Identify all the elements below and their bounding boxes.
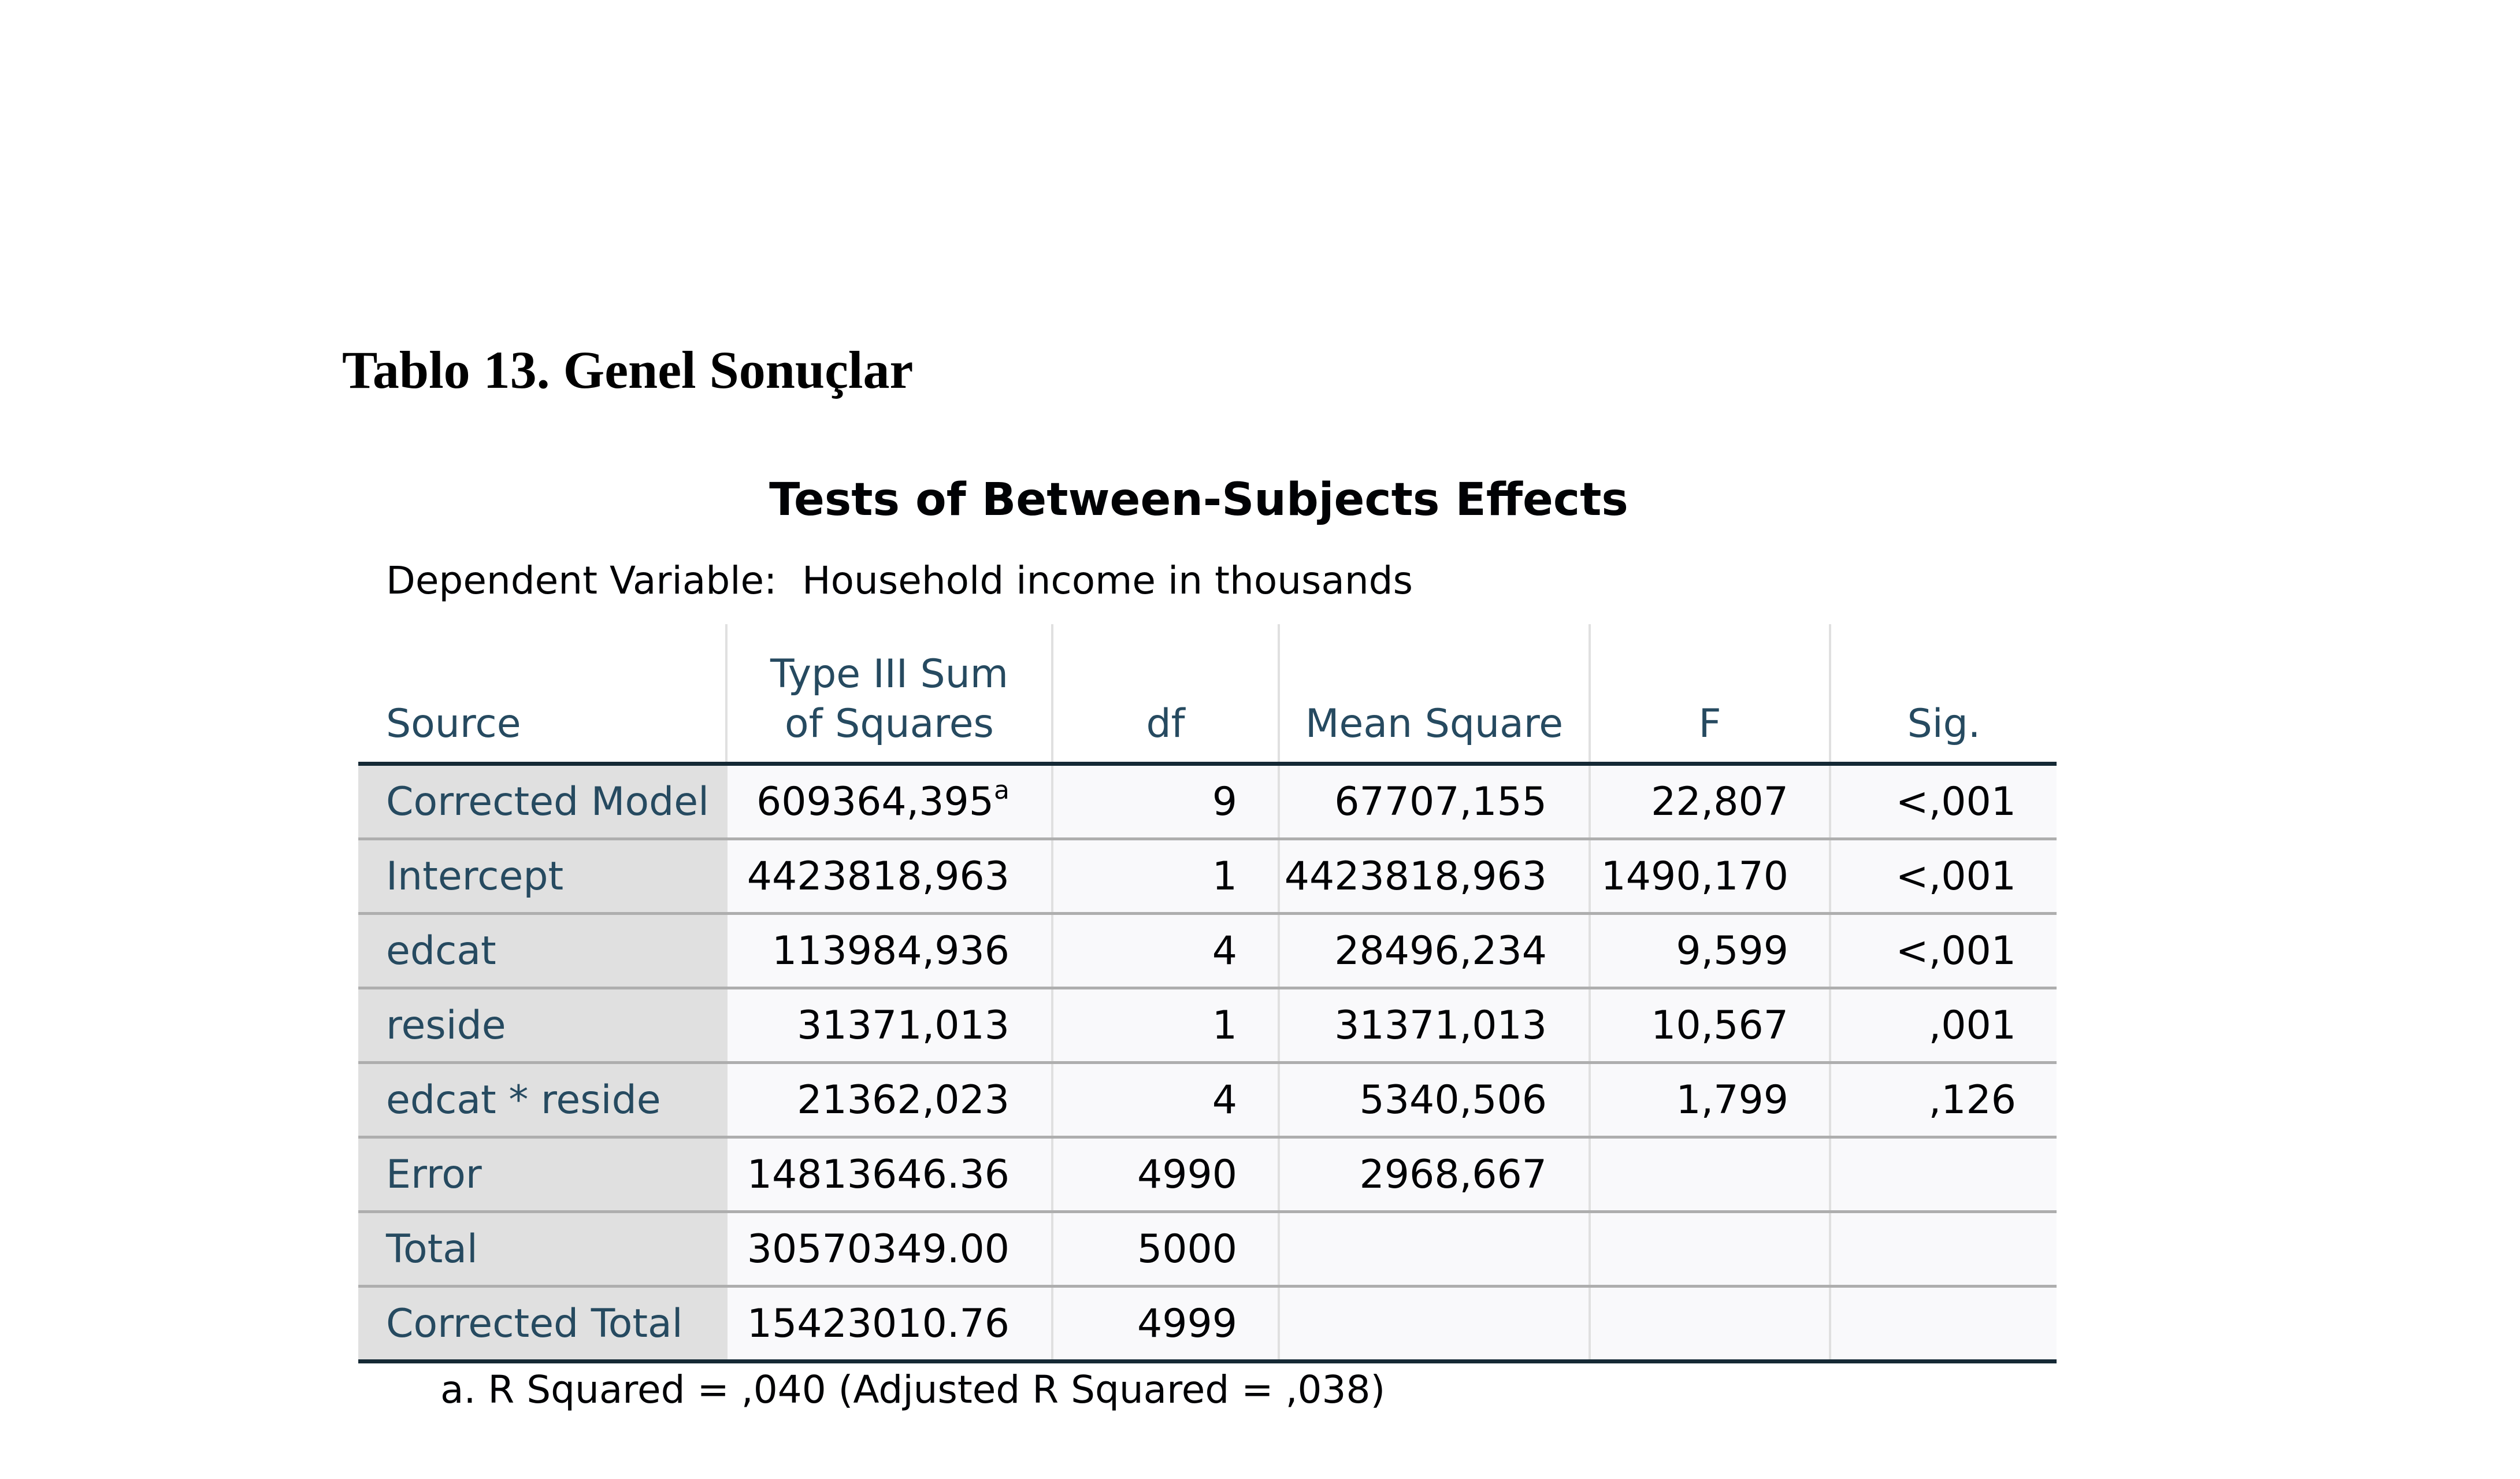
row-f: 10,567	[1590, 988, 1830, 1063]
header-source: Source	[358, 624, 726, 764]
table-row	[358, 839, 2057, 914]
table-row	[358, 988, 2057, 1063]
row-sum-of-squares: 21362,023	[726, 1063, 1052, 1137]
table-footnote: a. R Squared = ,040 (Adjusted R Squared = ,038)	[440, 1367, 1386, 1412]
row-mean-square	[1279, 1287, 1590, 1362]
header-df: df	[1052, 624, 1279, 764]
header-row	[358, 624, 2057, 764]
row-sig	[1830, 1137, 2057, 1212]
row-sum-of-squares	[726, 764, 1052, 839]
header-sum-of-squares	[726, 624, 1052, 764]
header-f: F	[1590, 624, 1830, 764]
row-source: Error	[358, 1137, 726, 1212]
row-df: 4999	[1052, 1287, 1279, 1362]
row-source: edcat * reside	[358, 1063, 726, 1137]
table-row	[358, 1212, 2057, 1287]
header-mean-square: Mean Square	[1279, 624, 1590, 764]
row-sum-of-squares: 30570349.00	[726, 1212, 1052, 1287]
row-mean-square: 67707,155	[1279, 764, 1590, 839]
dependent-variable-line	[386, 555, 1413, 607]
row-sum-of-squares: 4423818,963	[726, 839, 1052, 914]
row-f: 1,799	[1590, 1063, 1830, 1137]
row-source: Corrected Model	[358, 764, 726, 839]
dependent-variable-value: Household income in thousands	[802, 558, 1413, 603]
row-df: 4	[1052, 914, 1279, 988]
document-title: Tablo 13. Genel Sonuçlar	[342, 340, 914, 399]
row-f: 1490,170	[1590, 839, 1830, 914]
row-sig	[1830, 1287, 2057, 1362]
row-mean-square: 4423818,963	[1279, 839, 1590, 914]
row-ss-value: 609364,395	[756, 779, 994, 825]
row-sig: ,001	[1830, 988, 2057, 1063]
row-df: 4990	[1052, 1137, 1279, 1212]
row-f: 9,599	[1590, 914, 1830, 988]
row-f: 22,807	[1590, 764, 1830, 839]
row-sum-of-squares: 31371,013	[726, 988, 1052, 1063]
row-df: 5000	[1052, 1212, 1279, 1287]
row-source: Corrected Total	[358, 1287, 726, 1362]
row-mean-square	[1279, 1212, 1590, 1287]
table-row	[358, 1137, 2057, 1212]
dependent-variable-label: Dependent Variable:	[386, 558, 777, 603]
row-f	[1590, 1212, 1830, 1287]
row-sum-of-squares: 15423010.76	[726, 1287, 1052, 1362]
anova-table	[358, 624, 2057, 1363]
row-df: 9	[1052, 764, 1279, 839]
row-sig	[1830, 1212, 2057, 1287]
table-title: Tests of Between-Subjects Effects	[769, 474, 1628, 526]
row-source: edcat	[358, 914, 726, 988]
header-sig: Sig.	[1830, 624, 2057, 764]
row-f	[1590, 1137, 1830, 1212]
row-sum-of-squares: 113984,936	[726, 914, 1052, 988]
table-row	[358, 914, 2057, 988]
table-row	[358, 1063, 2057, 1137]
footnote-marker: a	[994, 775, 1010, 805]
row-mean-square: 2968,667	[1279, 1137, 1590, 1212]
row-sig: <,001	[1830, 764, 2057, 839]
row-df: 4	[1052, 1063, 1279, 1137]
table-row	[358, 764, 2057, 839]
row-mean-square: 31371,013	[1279, 988, 1590, 1063]
row-sig: ,126	[1830, 1063, 2057, 1137]
header-ss-line1: Type III Sum	[770, 651, 1009, 697]
row-sig: <,001	[1830, 914, 2057, 988]
header-ss-line2: of Squares	[785, 701, 994, 747]
row-df: 1	[1052, 839, 1279, 914]
row-source: Total	[358, 1212, 726, 1287]
row-source: reside	[358, 988, 726, 1063]
table-row	[358, 1287, 2057, 1362]
row-f	[1590, 1287, 1830, 1362]
row-sig: <,001	[1830, 839, 2057, 914]
row-mean-square: 28496,234	[1279, 914, 1590, 988]
row-mean-square: 5340,506	[1279, 1063, 1590, 1137]
row-source: Intercept	[358, 839, 726, 914]
row-df: 1	[1052, 988, 1279, 1063]
row-sum-of-squares: 14813646.36	[726, 1137, 1052, 1212]
